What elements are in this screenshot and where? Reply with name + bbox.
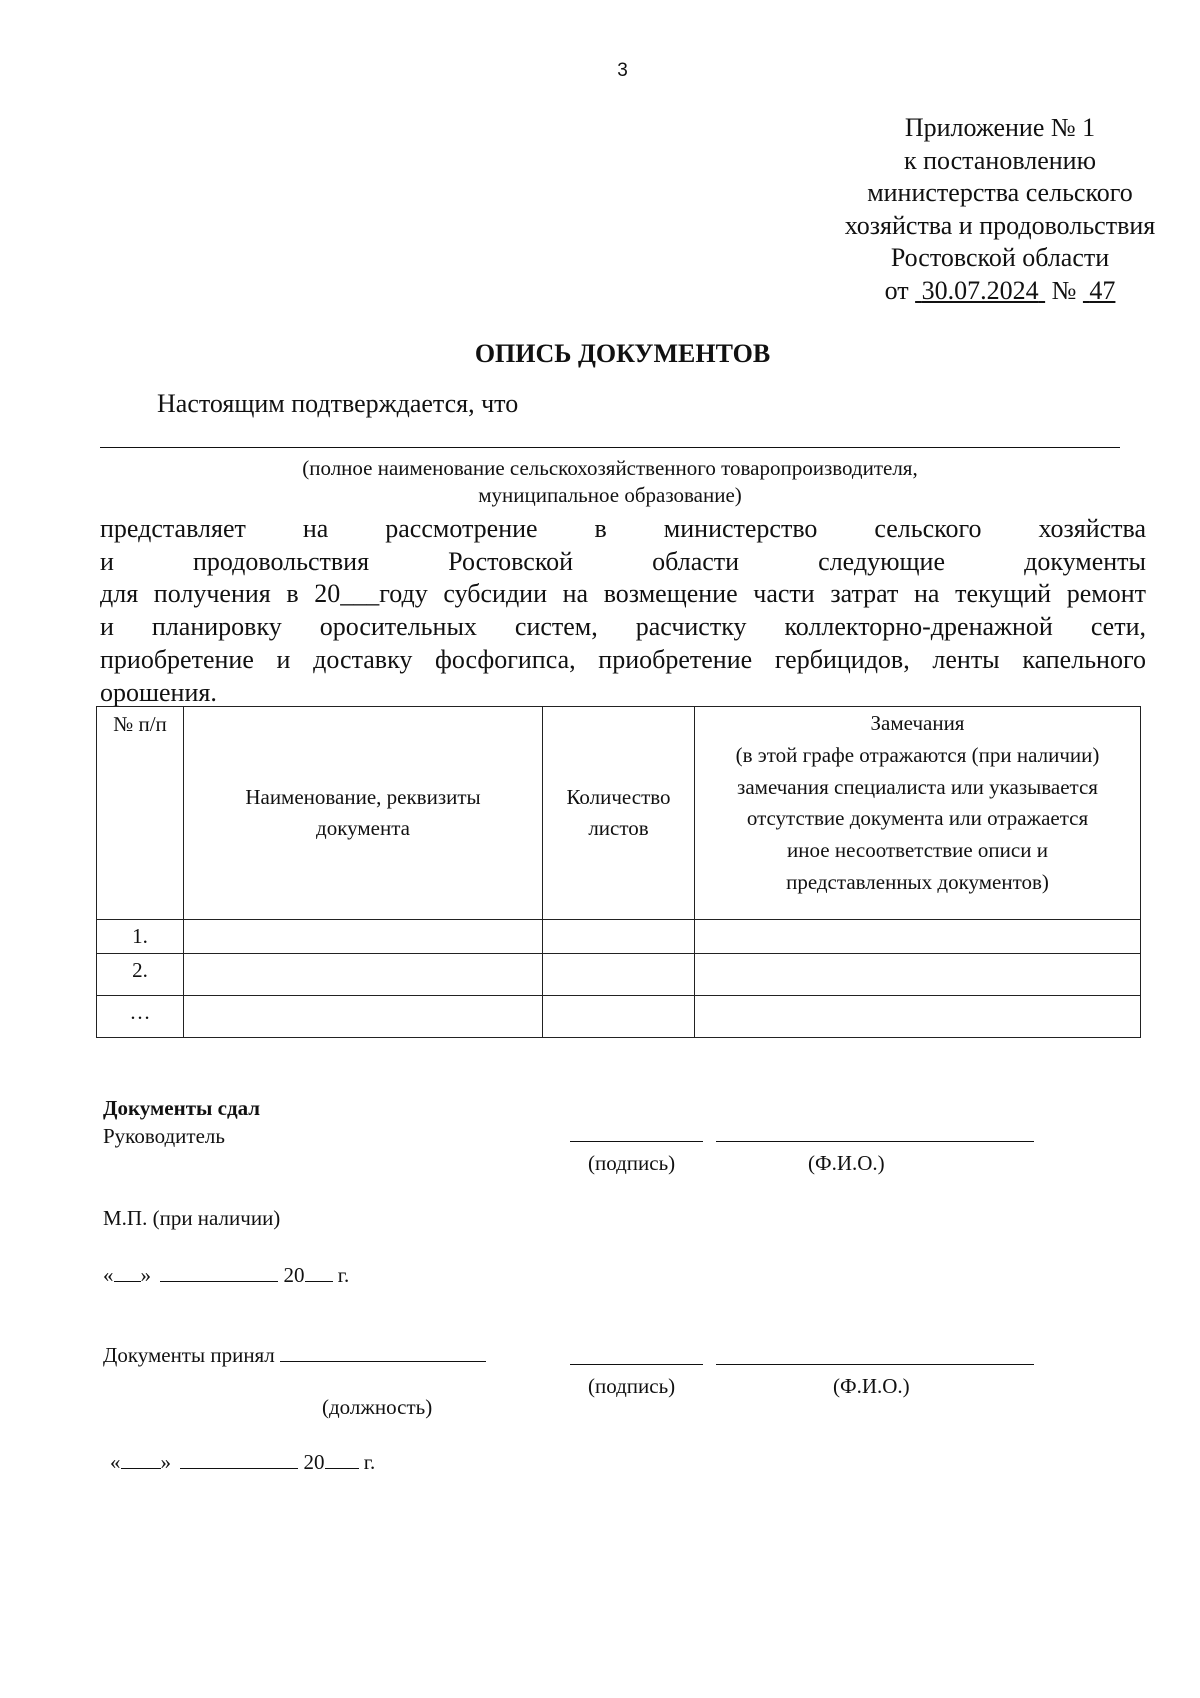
header-num: № п/п [97,707,184,920]
signature-caption: (подпись) [588,1151,676,1175]
row-remarks [695,954,1141,996]
appendix-line: Приложение № 1 [904,113,1096,142]
position-caption: (должность) [322,1395,433,1419]
accepted-date: « » 20 г. [110,1450,376,1474]
signature-line [570,1141,703,1142]
row-remarks [695,920,1141,954]
name-caption: (Ф.И.О.) [833,1374,910,1398]
document-title: ОПИСЬ ДОКУМЕНТОВ [474,339,771,368]
appendix-date-line [740,275,1200,308]
decree-date: 30.07.2024 [921,275,1039,305]
row-remarks [695,996,1141,1038]
row-num: 1. [97,920,184,954]
row-name [184,996,543,1038]
signature-caption: (подпись) [588,1374,676,1398]
appendix-line: министерства сельского [867,178,1133,207]
appendix-line: Ростовской области [890,243,1110,272]
table-row [97,996,1141,1038]
row-num: … [97,996,184,1038]
row-name [184,954,543,996]
name-line [716,1141,1034,1142]
row-num: 2. [97,954,184,996]
producer-name-line [100,447,1120,448]
intro-text: Настоящим подтверждается, что [157,389,519,418]
accepted-heading: Документы принял [103,1343,486,1368]
decree-number: 47 [1089,275,1116,305]
seal-label: М.П. (при наличии) [103,1206,281,1230]
header-sheets: Количество листов [543,707,695,920]
producer-caption-line: (полное наименование сельскохозяйственного товаропроизводителя, [302,456,918,480]
table-row [97,920,1141,954]
appendix-line: хозяйства и продовольствия [844,210,1156,240]
documents-table [96,706,1141,1038]
appendix-line: к постановлению [903,145,1097,175]
row-sheets [543,920,695,954]
number-prefix: № [1051,275,1077,305]
paragraph-line: и планировку оросительных систем, расчистку коллекторно-дренажной сети, [100,612,1146,642]
header-remarks: Замечания (в этой графе отражаются (при наличии) замечания специалиста или указывается отсутствие документа или отражается иное несоответствие описи и представленных документов) [695,707,1141,920]
row-sheets [543,996,695,1038]
date-prefix: от [884,275,909,305]
paragraph-line: представляет на рассмотрение в министерство сельского хозяйства [100,514,1146,543]
header-name: Наименование, реквизиты документа [184,707,543,920]
paragraph-line: орошения. [100,677,217,707]
table-row [97,954,1141,996]
producer-caption-line: муниципальное образование) [478,483,742,507]
table-header-row [97,707,1141,920]
paragraph-line: приобретение и доставку фосфогипса, приобретение гербицидов, ленты капельного [100,644,1146,674]
paragraph-line: для получения в 20___году субсидии на возмещение части затрат на текущий ремонт [100,579,1146,609]
submitted-heading: Документы сдал [103,1096,261,1120]
submitted-date: « » 20 г. [103,1263,350,1287]
name-caption: (Ф.И.О.) [808,1151,885,1175]
submitted-role: Руководитель [103,1124,225,1148]
body-paragraph [100,513,1146,709]
page-number: 3 [617,60,628,81]
appendix-block [740,112,1200,307]
row-sheets [543,954,695,996]
paragraph-line: и продовольствия Ростовской области следующие документы [100,546,1146,576]
row-name [184,920,543,954]
name-line [716,1364,1034,1365]
signature-line [570,1364,703,1365]
